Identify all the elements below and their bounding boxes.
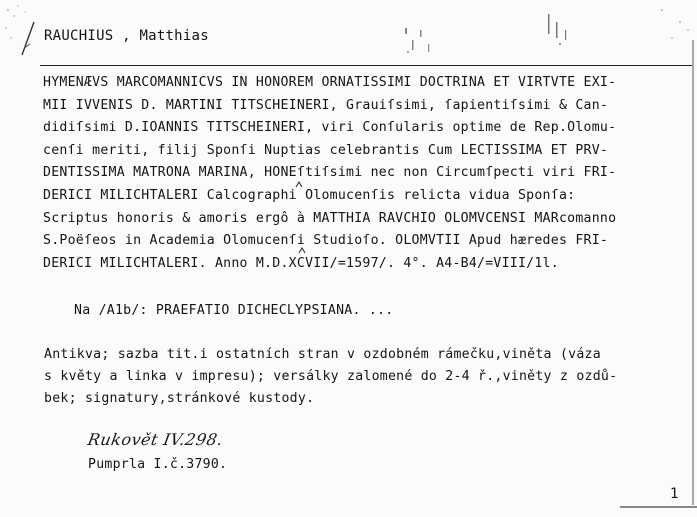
typographic-notes <box>44 344 617 410</box>
title-line: DERICI MILICHTALERI. Anno M.D.XCVII/=1597/. 4°. A4-B4/=VIII/1l. <box>43 255 559 271</box>
handwritten-reference: Rukovět IV.298. <box>86 430 225 449</box>
notes-line: bek; signatury,stránkové kustody. <box>44 391 315 406</box>
heading-rule <box>40 65 692 66</box>
notes-line: Antikva; sazba tit.i ostatních stran v ozdobném rámečku,viněta (váza <box>44 347 601 362</box>
title-line: S.Poëſeos in Academia Olomucenſi Studioſo. OLOMVTII Apud hæredes FRI- <box>43 233 609 249</box>
title-line: didiſsimi D.IOANNIS TITSCHEINERI, viri Conſularis optime de Rep.Olomu- <box>43 120 617 136</box>
title-line: MII IVVENIS D. MARTINI TITSCHEINERI, Grauiſsimi, ſapientiſsimi & Can- <box>43 97 609 113</box>
title-line: DENTISSIMA MATRONA MARINA, HONEſtiſsimi nec non Circumſpecti viri FRI- <box>43 165 617 181</box>
title-line: HYMENÆVS MARCOMANNICVS IN HONOREM ORNATISSIMI DOCTRINA ET VIRTVTE EXI- <box>43 75 617 90</box>
preface-note: Na /A1b/: PRAEFATIO DICHECLYPSIANA. ... <box>74 303 394 318</box>
author-heading: RAUCHIUS , Matthias <box>44 28 209 44</box>
page-number: 1 <box>670 486 679 502</box>
shelfmark: Pumprla I.č.3790. <box>88 457 228 472</box>
title-block <box>43 72 616 275</box>
title-line: DERICI MILICHTALERI Calcographi Olomucenſis relicta vidua Sponſa: <box>43 187 576 203</box>
notes-line: s květy a linka v impresu); versálky zalomené do 2-4 ř.,viněty z ozdů- <box>44 369 618 384</box>
title-line: cenſi meriti, filij Sponſi Nuptias celebrantis Cum LECTISSIMA ET PRV- <box>43 142 609 158</box>
title-line: Scriptus honoris & amoris ergô à MATTHIA RAVCHIO OLOMVCENSI MARcomanno <box>43 210 617 226</box>
